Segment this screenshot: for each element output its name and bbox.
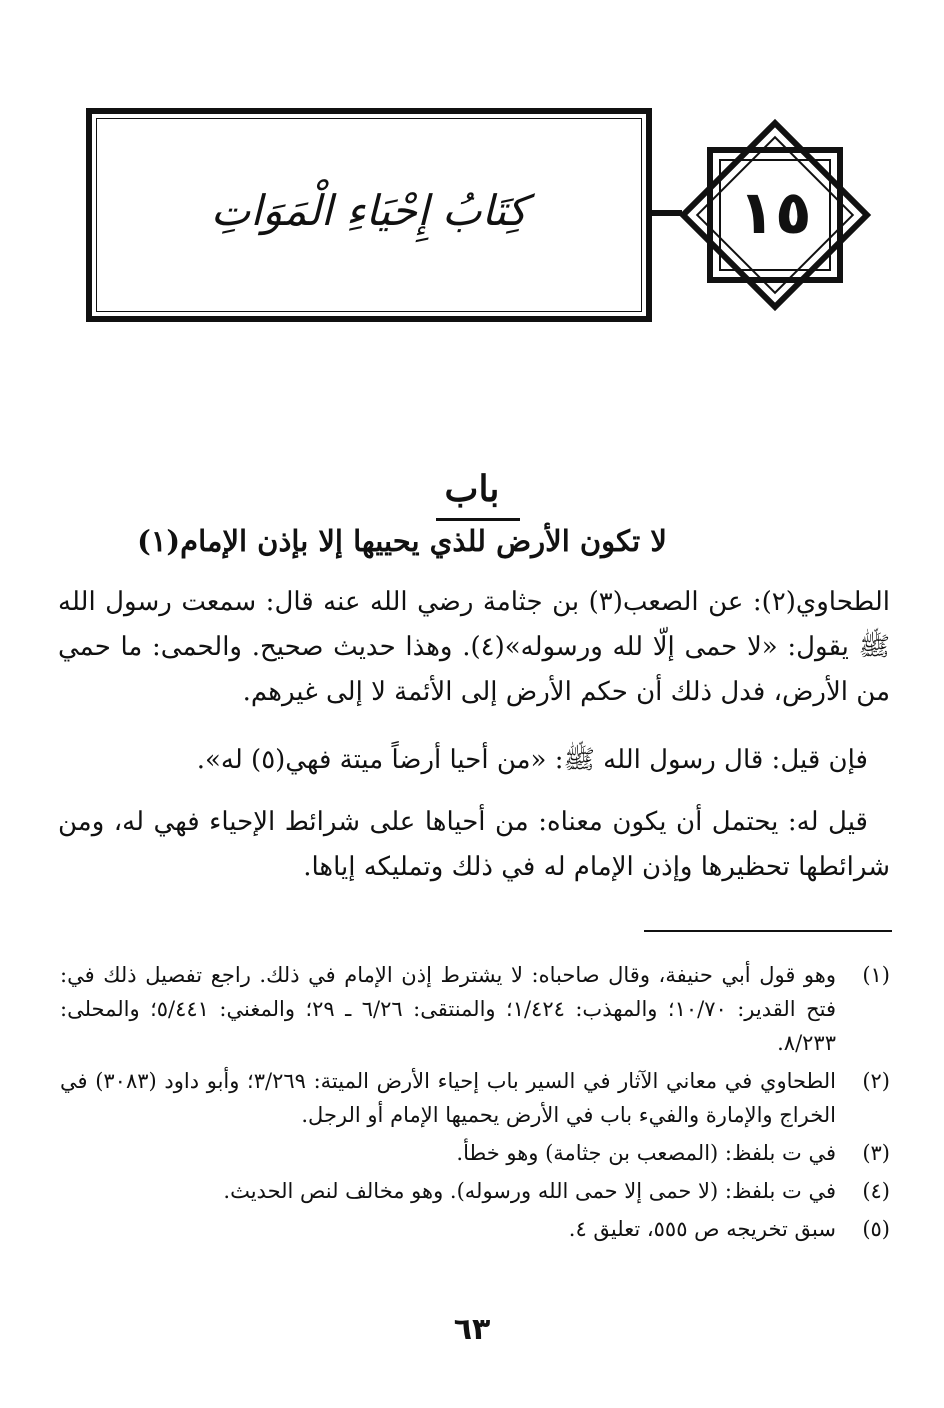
chapter-number: ١٥ xyxy=(738,178,812,248)
footnote-text: سبق تخريجه ص ٥٥٥، تعليق ٤. xyxy=(568,1217,836,1241)
section-title: لا تكون الأرض للذي يحييها إلا بإذن الإمام(١) xyxy=(137,524,667,558)
footnote-4 xyxy=(60,1174,890,1208)
paragraph-2: فإن قيل: قال رسول الله ﷺ: «من أحيا أرضاً ميتة فهي(٥) له». xyxy=(196,745,868,775)
title-frame xyxy=(86,108,652,322)
section-underline xyxy=(436,518,520,521)
page-number: ٦٣ xyxy=(453,1312,491,1347)
paragraph-3: قيل له: يحتمل أن يكون معناه: من أحياها على شرائط الإحياء فهي له، ومن شرائطها تحظيرها وإذن الإمام له في ذلك وتمليكه إياها. xyxy=(58,807,890,882)
footnote-5 xyxy=(60,1212,890,1246)
footnote-3 xyxy=(60,1136,890,1170)
footnotes xyxy=(60,958,890,1250)
footnote-text: وهو قول أبي حنيفة، وقال صاحباه: لا يشترط إذن الإمام في ذلك. راجع تفصيل ذلك في: فتح القدير: ١٠/٧٠؛ والمهذب: ١/٤٢٤؛ والمنتقى: ٦/٢٦ ـ ٢٩؛ والمغني: ٥/٤٤١؛ والمحلى: ٨/٢٣٣. xyxy=(60,963,837,1055)
chapter-star-badge xyxy=(672,112,878,318)
footnote-text: في ت بلفظ: (لا حمى إلا حمى الله ورسوله). وهو مخالف لنص الحديث. xyxy=(223,1179,836,1203)
paragraph-1: الطحاوي(٢): عن الصعب(٣) بن جثامة رضي الله عنه قال: سمعت رسول الله ﷺ يقول: «لا حمى إلّا لله ورسوله»(٤). وهذا حديث صحيح. والحمى: ما حمي من الأرض، فدل ذلك أن حكم الأرض إلى الأئمة لا إلى غيرهم. xyxy=(58,587,890,707)
footnote-1 xyxy=(60,958,890,1060)
section-label: باب xyxy=(444,468,500,510)
footnote-2 xyxy=(60,1064,890,1132)
footnote-number: (١) xyxy=(862,963,890,987)
footnote-number: (٥) xyxy=(862,1217,890,1241)
footnote-number: (٢) xyxy=(862,1069,890,1093)
footnote-text: في ت بلفظ: (المصعب بن جثامة) وهو خطأ. xyxy=(456,1141,836,1165)
footnote-number: (٣) xyxy=(862,1141,890,1165)
footnote-text: الطحاوي في معاني الآثار في السير باب إحياء الأرض الميتة: ٣/٢٦٩؛ وأبو داود (٣٠٨٣) في الخراج والإمارة والفيء باب في الأرض يحميها الإمام أو الرجل. xyxy=(60,1069,836,1127)
footnote-number: (٤) xyxy=(862,1179,890,1203)
book-title: كِتَابُ إِحْيَاءِ الْمَوَاتِ xyxy=(210,186,528,235)
footnote-divider xyxy=(644,930,892,932)
